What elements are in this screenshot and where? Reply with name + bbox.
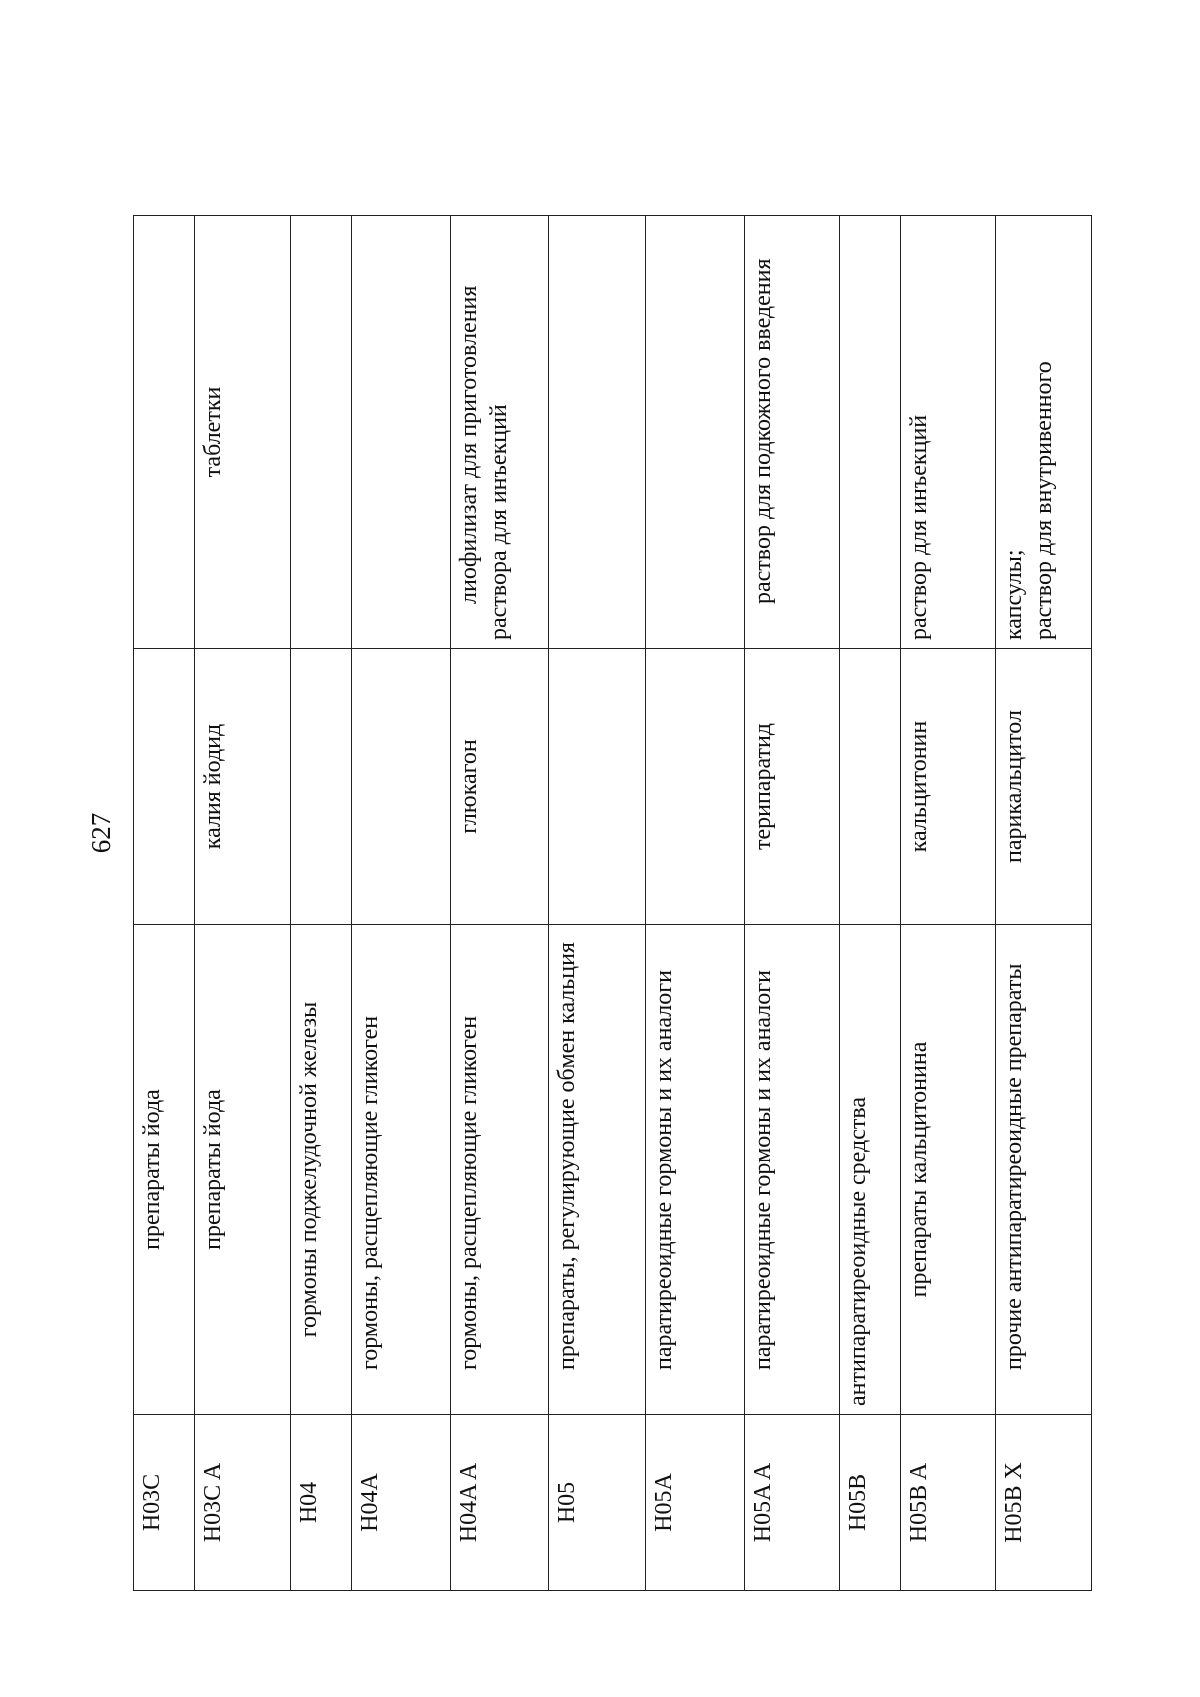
code-cell: H05A A bbox=[744, 1415, 840, 1591]
name-cell: глюкагон bbox=[451, 649, 549, 925]
name-cell: терипаратид bbox=[744, 649, 840, 925]
group-cell: гормоны, расщепляющие гликоген bbox=[352, 925, 451, 1415]
code-cell: H05B A bbox=[900, 1415, 996, 1591]
code-cell: H05B X bbox=[996, 1415, 1092, 1591]
form-line: капсулы; bbox=[1001, 549, 1028, 640]
group-cell: антипаратиреоидные средства bbox=[840, 925, 900, 1415]
name-cell bbox=[134, 649, 195, 925]
page-number: 627 bbox=[86, 812, 116, 854]
table-row bbox=[548, 216, 645, 1591]
table-row bbox=[744, 216, 840, 1591]
table-row bbox=[352, 216, 451, 1591]
group-cell: гормоны поджелудочной железы bbox=[290, 925, 351, 1415]
form-cell bbox=[645, 216, 744, 649]
form-cell bbox=[996, 216, 1092, 649]
group-cell: прочие антипаратиреоидные препараты bbox=[996, 925, 1092, 1415]
group-cell: гормоны, расщепляющие гликоген bbox=[451, 925, 549, 1415]
form-cell: лиофилизат для приготовления раствора для инъекций bbox=[451, 216, 549, 649]
table-row bbox=[645, 216, 744, 1591]
form-cell: таблетки bbox=[195, 216, 291, 649]
form-cell bbox=[352, 216, 451, 649]
table-row bbox=[195, 216, 291, 1591]
table-row bbox=[996, 216, 1092, 1591]
group-cell: препараты, регулирующие обмен кальция bbox=[548, 925, 645, 1415]
table-row bbox=[900, 216, 996, 1591]
code-cell: H05A bbox=[645, 1415, 744, 1591]
code-cell: H03C bbox=[134, 1415, 195, 1591]
group-cell: препараты йода bbox=[134, 925, 195, 1415]
code-cell: H04 bbox=[290, 1415, 351, 1591]
name-cell bbox=[645, 649, 744, 925]
form-cell bbox=[134, 216, 195, 649]
table-row bbox=[451, 216, 549, 1591]
code-cell: H05B bbox=[840, 1415, 900, 1591]
form-cell bbox=[290, 216, 351, 649]
group-cell: паратиреоидные гормоны и их аналоги bbox=[744, 925, 840, 1415]
name-cell bbox=[840, 649, 900, 925]
table-row bbox=[840, 216, 900, 1591]
code-cell: H03C A bbox=[195, 1415, 291, 1591]
drug-table bbox=[133, 215, 1092, 1591]
name-cell: кальцитонин bbox=[900, 649, 996, 925]
code-cell: H05 bbox=[548, 1415, 645, 1591]
form-cell: раствор для инъекций bbox=[900, 216, 996, 649]
form-cell bbox=[548, 216, 645, 649]
name-cell: калия йодид bbox=[195, 649, 291, 925]
form-line: раствор для внутривенного bbox=[1031, 361, 1058, 640]
rotated-table-container bbox=[133, 216, 1092, 1591]
group-cell: препараты йода bbox=[195, 925, 291, 1415]
name-cell bbox=[548, 649, 645, 925]
form-cell bbox=[840, 216, 900, 649]
code-cell: H04A bbox=[352, 1415, 451, 1591]
table-row bbox=[290, 216, 351, 1591]
name-cell bbox=[352, 649, 451, 925]
form-cell: раствор для подкожного введения bbox=[744, 216, 840, 649]
group-cell: паратиреоидные гормоны и их аналоги bbox=[645, 925, 744, 1415]
name-cell bbox=[290, 649, 351, 925]
group-cell: препараты кальцитонина bbox=[900, 925, 996, 1415]
name-cell: парикальцитол bbox=[996, 649, 1092, 925]
table-row bbox=[134, 216, 195, 1591]
code-cell: H04A A bbox=[451, 1415, 549, 1591]
